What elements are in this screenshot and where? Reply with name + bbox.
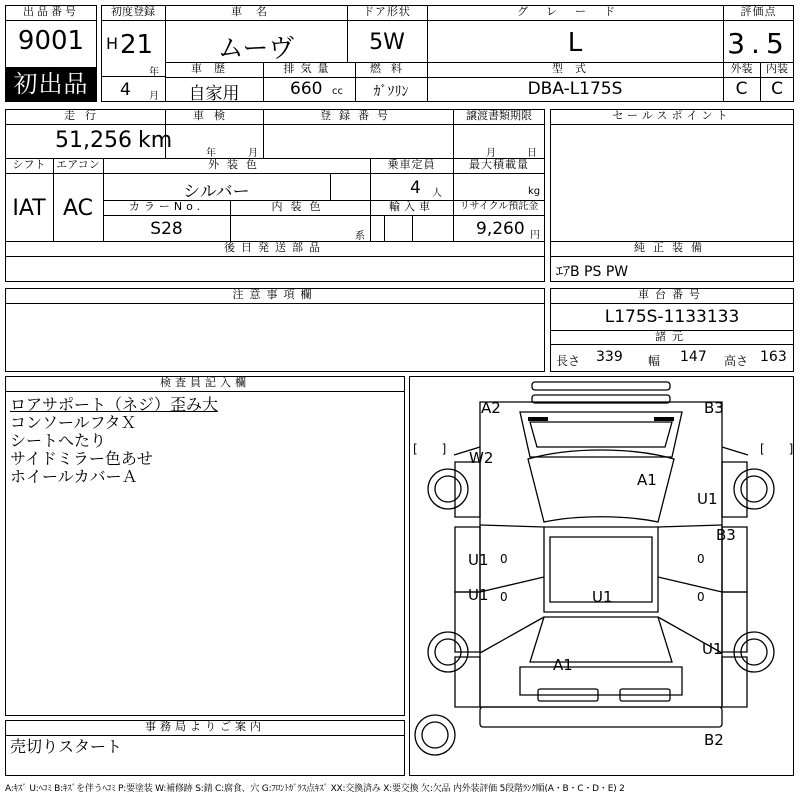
width-label: 幅 [648, 354, 661, 368]
chassis-value: L175S-1133133 [604, 307, 740, 327]
damage-code: U1 [697, 490, 718, 508]
damage-code: U1 [468, 586, 489, 604]
reg-year-unit: 年 [149, 67, 159, 78]
aircon-label: エアコン [56, 158, 100, 171]
reg-year: 21 [120, 30, 154, 60]
transfer-day-unit: 日 [527, 148, 537, 159]
rating-label: 評価点 [740, 5, 777, 18]
damage-code: U1 [702, 640, 723, 658]
inspection-label: 車検 [193, 109, 235, 122]
grade-label: グレード [517, 5, 633, 18]
damage-code: B2 [704, 731, 724, 749]
length-value: 339 [596, 349, 623, 365]
zero-mark: 0 [500, 590, 508, 604]
inspector-note: サイドミラー色あせ [10, 449, 153, 468]
shift-label: シフト [12, 158, 46, 171]
damage-code: A1 [637, 471, 657, 489]
damage-diagram [409, 376, 794, 776]
zero-mark: 0 [697, 552, 705, 566]
max-load-unit: kg [528, 186, 541, 197]
inspector-note: シートへたり [10, 431, 107, 450]
interior-value: C [771, 79, 783, 99]
left-bracket: [ ] [413, 442, 447, 456]
inspection-month-unit: 月 [248, 148, 258, 159]
car-name-label: 車名 [231, 5, 281, 18]
right-bracket: [ ] [760, 442, 794, 456]
history-value: 自家用 [188, 84, 240, 104]
reg-number-label: 登録番号 [320, 109, 396, 122]
reg-month-unit: 月 [149, 91, 159, 102]
color-no-value: S28 [150, 219, 183, 239]
height-label: 高さ [724, 354, 749, 368]
equipment-label: 純正装備 [634, 241, 710, 254]
rating-value: 3.5 [727, 27, 790, 60]
car-name: ムーヴ [217, 34, 295, 64]
damage-code: W2 [469, 449, 494, 467]
door-label: ドア形状 [363, 5, 411, 18]
lot-number-label: 出品番号 [23, 5, 79, 18]
int-color-unit: 系 [355, 231, 365, 242]
damage-code: B3 [716, 526, 736, 544]
inspector-note: ロアサポート（ネジ）歪み大 [10, 395, 219, 414]
office-label: 事務局よりご案内 [145, 720, 265, 733]
damage-code: U1 [592, 588, 613, 606]
first-listing-badge: 初出品 [6, 67, 96, 101]
legend: A:ｷｽﾞ U:ﾍｺﾐ B:ｷｽﾞを伴うﾍｺﾐ P:要塗装 W:補修跡 S:錆 C:腐食、穴 G:ﾌﾛﾝﾄｶﾞﾗｽ点ｷｽﾞ XX:交換済み X:要交換 欠:欠品 内外装評価 5段階ﾗﾝｸ順(A・B・C・D・E) 2 [5, 784, 625, 794]
sales-point-label: セールスポイント [612, 109, 732, 122]
office-message: 売切りスタート [10, 737, 123, 756]
length-label: 長さ [556, 354, 581, 368]
model-value: DBA-L175S [527, 79, 623, 99]
width-value: 147 [680, 349, 707, 365]
recycle-unit: 円 [530, 230, 540, 241]
ext-color-value: シルバー [183, 182, 250, 202]
fuel-value: ｶﾞｿﾘﾝ [373, 84, 409, 100]
reg-month: 4 [120, 80, 131, 100]
equipment-value: ｴｱB PS PW [556, 264, 629, 280]
damage-code: B3 [704, 399, 724, 417]
mileage-value: 51,256 [55, 128, 132, 153]
displacement-value: 660 [290, 79, 323, 99]
ext-color-label: 外装色 [208, 158, 265, 171]
aircon-value: AC [62, 196, 94, 221]
shift-value: IAT [12, 196, 46, 221]
fuel-label: 燃料 [370, 62, 412, 75]
transfer-label: 譲渡書類期限 [466, 109, 532, 122]
first-reg-label: 初度登録 [111, 5, 155, 18]
import-label: 輸入車 [389, 200, 434, 213]
exterior-label: 外装 [730, 62, 753, 75]
grade-value: L [567, 28, 583, 58]
notes-label: 注意事項欄 [232, 288, 318, 301]
era: H [106, 34, 119, 53]
capacity-label: 乗車定員 [387, 158, 436, 171]
inspector-note: コンソールフタＸ [10, 413, 137, 432]
interior-label: 内装 [766, 62, 788, 75]
later-parts-label: 後日発送部品 [224, 241, 326, 254]
zero-mark: 0 [500, 552, 508, 566]
color-no-label: カラーNo. [128, 200, 205, 213]
dimensions-label: 諸元 [655, 330, 689, 343]
exterior-value: C [735, 79, 748, 99]
inspector-note: ホイールカバーＡ [10, 467, 138, 486]
recycle-label: リサイクル預託金 [459, 201, 539, 212]
car-outline [410, 377, 793, 775]
model-label: 型式 [552, 62, 598, 75]
damage-code: U1 [468, 551, 489, 569]
height-value: 163 [760, 349, 787, 365]
mileage-label: 走行 [64, 109, 106, 122]
door-value: 5W [369, 30, 405, 55]
capacity-value: 4 [410, 178, 421, 198]
capacity-unit: 人 [432, 188, 442, 199]
lot-number: 9001 [17, 26, 85, 56]
transfer-month-unit: 月 [486, 148, 496, 159]
max-load-label: 最大積載量 [469, 158, 529, 171]
history-label: 車歴 [191, 62, 237, 75]
recycle-value: 9,260 [476, 219, 525, 239]
displacement-unit: cc [332, 86, 343, 97]
mileage-unit: km [138, 128, 173, 153]
zero-mark: 0 [697, 590, 705, 604]
inspection-year-unit: 年 [206, 148, 216, 159]
chassis-label: 車台番号 [638, 288, 706, 301]
displacement-label: 排気量 [283, 62, 335, 75]
damage-code: A1 [553, 656, 573, 674]
int-color-label: 内装色 [271, 200, 329, 213]
inspector-label: 検査員記入欄 [160, 376, 250, 389]
damage-code: A2 [481, 399, 501, 417]
